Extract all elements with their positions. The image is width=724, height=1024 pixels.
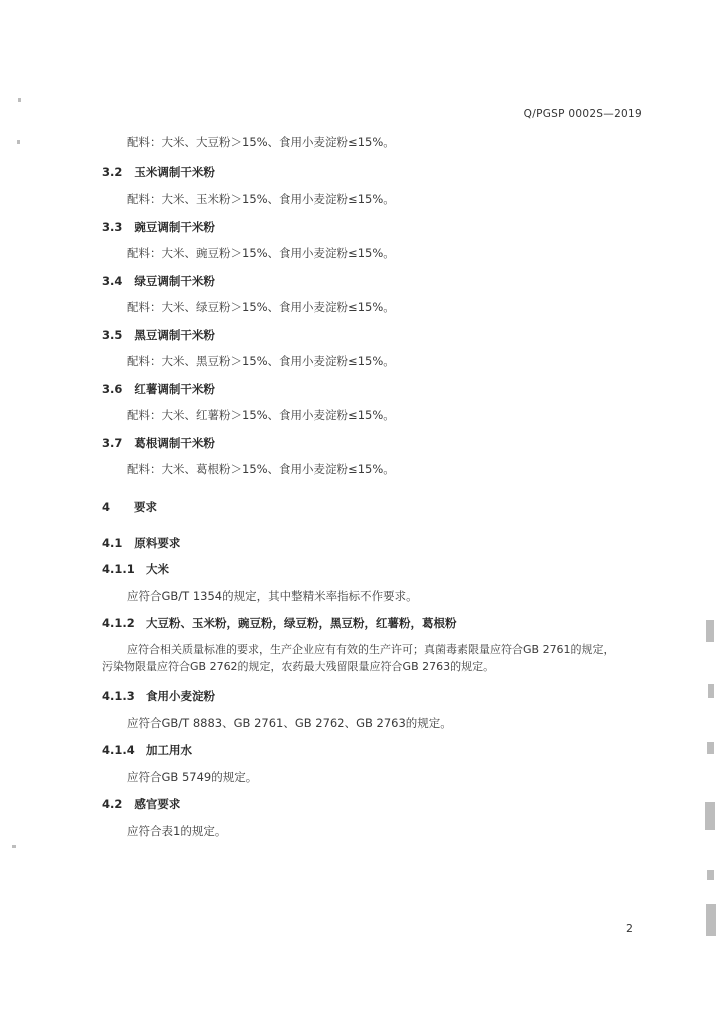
section-number: 4.1 [102, 536, 123, 550]
section-number: 3.7 [102, 436, 123, 450]
section-number: 3.6 [102, 382, 123, 396]
section-heading-4-1-3 [102, 688, 215, 704]
section-heading-4-2 [102, 796, 180, 812]
section-title: 黑豆调制干米粉 [134, 328, 215, 342]
section-title: 原料要求 [134, 536, 181, 550]
section-title: 感官要求 [134, 797, 181, 811]
scan-artifact [18, 98, 21, 102]
ingredients-line: 配料：大米、红薯粉＞15%、食用小麦淀粉≤15%。 [127, 408, 395, 422]
section-title: 红薯调制干米粉 [134, 382, 215, 396]
section-number: 4.1.4 [102, 743, 135, 757]
section-title: 大豆粉、玉米粉，豌豆粉，绿豆粉，黑豆粉，红薯粉，葛根粉 [146, 616, 457, 630]
body-paragraph: 应符合表1的规定。 [127, 824, 227, 838]
scan-artifact [17, 140, 20, 144]
section-number: 4.1.3 [102, 689, 135, 703]
section-number: 3.4 [102, 274, 123, 288]
section-number: 4.2 [102, 797, 123, 811]
scan-artifact [706, 620, 714, 642]
section-number: 3.2 [102, 165, 123, 179]
section-heading-4-1 [102, 535, 180, 551]
section-heading-4 [102, 499, 157, 515]
ingredients-line: 配料：大米、豌豆粉＞15%、食用小麦淀粉≤15%。 [127, 246, 395, 260]
scan-artifact [707, 870, 714, 880]
section-number: 3.5 [102, 328, 123, 342]
standard-code: Q/PGSP 0002S—2019 [523, 108, 642, 120]
section-heading-3-5 [102, 327, 215, 343]
section-number: 4 [102, 500, 111, 514]
scan-artifact [708, 684, 714, 698]
section-title: 豌豆调制干米粉 [134, 220, 215, 234]
section-heading-3-4 [102, 273, 215, 289]
ingredients-line: 配料：大米、绿豆粉＞15%、食用小麦淀粉≤15%。 [127, 300, 395, 314]
section-title: 绿豆调制干米粉 [134, 274, 215, 288]
section-number: 3.3 [102, 220, 123, 234]
section-heading-4-1-1 [102, 561, 169, 577]
page-number: 2 [626, 922, 633, 935]
section-heading-3-2 [102, 164, 215, 180]
ingredients-line: 配料：大米、玉米粉＞15%、食用小麦淀粉≤15%。 [127, 192, 395, 206]
scan-artifact [705, 802, 715, 830]
section-heading-4-1-2 [102, 615, 457, 631]
body-paragraph: 应符合GB/T 1354的规定，其中整精米率指标不作要求。 [127, 589, 418, 603]
body-paragraph: 应符合相关质量标准的要求，生产企业应有有效的生产许可；真菌毒素限量应符合GB 2761的规定， [127, 643, 615, 656]
ingredients-line: 配料：大米、葛根粉＞15%、食用小麦淀粉≤15%。 [127, 462, 395, 476]
body-paragraph-continued: 污染物限量应符合GB 2762的规定，农药最大残留限量应符合GB 2763的规定。 [102, 660, 495, 673]
section-heading-3-7 [102, 435, 215, 451]
body-paragraph: 应符合GB 5749的规定。 [127, 770, 258, 784]
ingredients-line: 配料：大米、黑豆粉＞15%、食用小麦淀粉≤15%。 [127, 354, 395, 368]
section-title: 葛根调制干米粉 [134, 436, 215, 450]
section-number: 4.1.2 [102, 616, 135, 630]
section-title: 食用小麦淀粉 [146, 689, 215, 703]
scan-artifact [706, 904, 716, 936]
section-heading-3-6 [102, 381, 215, 397]
section-title: 要求 [134, 500, 157, 514]
section-title: 加工用水 [146, 743, 192, 757]
section-title: 大米 [146, 562, 169, 576]
scan-artifact [12, 845, 16, 848]
section-heading-4-1-4 [102, 742, 192, 758]
ingredients-line: 配料：大米、大豆粉＞15%、食用小麦淀粉≤15%。 [127, 135, 395, 149]
section-title: 玉米调制干米粉 [134, 165, 215, 179]
section-number: 4.1.1 [102, 562, 135, 576]
section-heading-3-3 [102, 219, 215, 235]
scan-artifact [707, 742, 714, 754]
body-paragraph: 应符合GB/T 8883、GB 2761、GB 2762、GB 2763的规定。 [127, 716, 452, 730]
